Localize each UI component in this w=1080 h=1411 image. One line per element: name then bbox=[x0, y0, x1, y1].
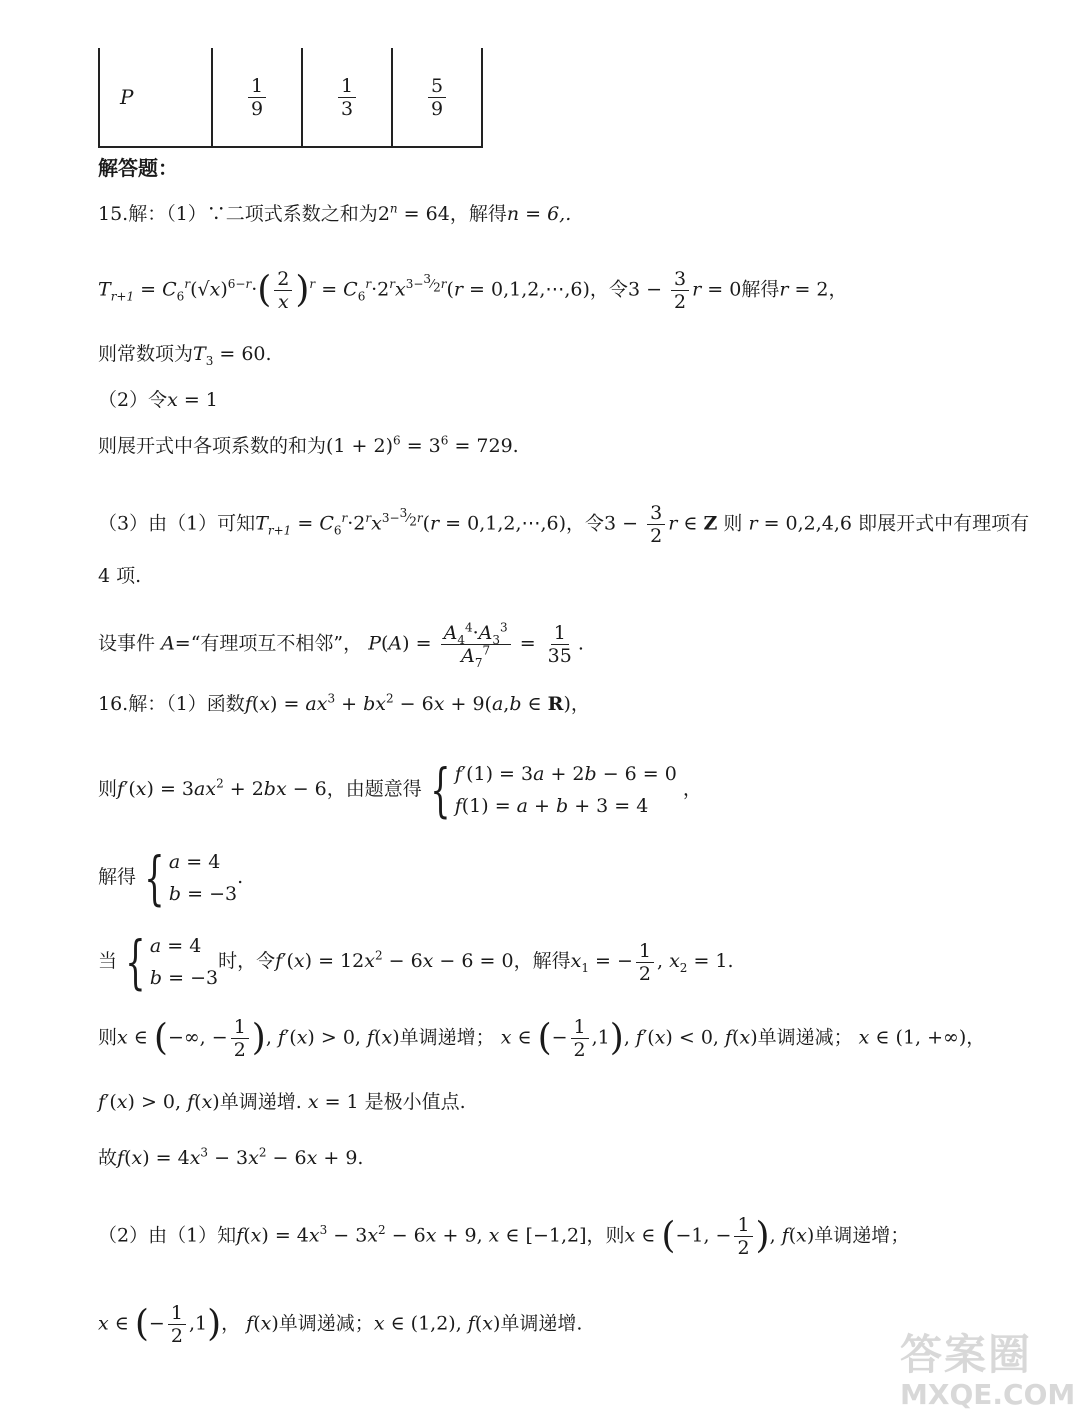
q16-line-9: x ∈ (− $\frac{1}{2}$ ,1)， f(x)单调递减；x ∈ (1,2), f(x)单调递增. bbox=[98, 1302, 583, 1347]
q15-line-5: 则展开式中各项系数的和为$(1 + 2)^6 = 3^6 = 729$. bbox=[98, 433, 519, 457]
q16-line-5: 则x ∈ (−∞, − $\frac{1}{2}$ ), f′(x) > 0, f(x)单调递增； x ∈ (− $\frac{1}{2}$ ,1), f′(x) < 0, f(x)单调递减； x ∈ (1, +∞)， bbox=[98, 1016, 986, 1061]
q16-line-3: 解得 { a = 4 b = −3 . bbox=[98, 844, 244, 912]
q16-line-1: 16.解：（1）函数$f(x) = ax^3 + bx^2 - 6x + 9(a,b$ ∈ R)， bbox=[98, 691, 590, 715]
q16-line-8: （2）由（1）知$f(x) = 4x^3 - 3x^2 - 6x + 9$, x ∈ [−1,2]，则x ∈ (−1, − $\frac{1}{2}$ ), f(x)单调递增； bbox=[98, 1214, 910, 1259]
q15-line-4: （2）令x = 1 bbox=[98, 389, 218, 411]
q16-line-4: 当 { a = 4 b = −3 时，令$f'(x) = 12x^2 - 6x - 6 = 0$，解得$x_1$ = − $\frac{1}{2}$ , $x_2 = 1$. bbox=[98, 928, 734, 996]
section-heading: 解答题： bbox=[98, 156, 178, 180]
q15-line-1: 15.解：（1）∵二项式系数之和为$2^n = 64$，解得n = 6,. bbox=[98, 201, 572, 225]
watermark-logo: 答案圈 MXQE.COM bbox=[900, 1330, 1076, 1411]
q16-line-2: 则$f'(x) = 3ax^2 + 2bx - 6$，由题意得 { f′(1) = 3a + 2b − 6 = 0 f(1) = a + b + 3 = 4 ， bbox=[98, 756, 702, 824]
q15-line-7: 4 项. bbox=[98, 565, 142, 587]
table-cell: $\frac{5}{9}$ bbox=[392, 48, 482, 147]
q16-line-6: f′(x) > 0, f(x)单调递增. x = 1 是极小值点. bbox=[98, 1091, 466, 1113]
q15-line-3: 则常数项为$T_3 = 60$. bbox=[98, 343, 272, 368]
probability-table bbox=[98, 48, 483, 148]
q15-line-8: 设事件 A=“有理项互不相邻”， P(A) = $\frac{A_4^4\cdot A_3^3}{A_7^7}$ = $\frac{1}{35}$ . bbox=[98, 620, 584, 670]
q15-line-2: $T_{r+1} = C_6^r(√x)^{6-r}\cdot$( $\frac{2}{x}$ )$^r = C_6^r\cdot 2^rx^{3-^3⁄_2r}(r$ = 0,1,2,⋯,6)，令3 − $\frac{3}{2}$ r = 0解得r = 2， bbox=[98, 268, 848, 313]
table-label: P bbox=[99, 48, 212, 147]
table-cell: $\frac{1}{3}$ bbox=[302, 48, 392, 147]
table-cell: $\frac{1}{9}$ bbox=[212, 48, 302, 147]
q15-line-6: （3）由（1）可知$T_{r+1} = C_6^r\cdot 2^rx^{3-^3⁄_2r}(r$ = 0,1,2,⋯,6)，令3 − $\frac{3}{2}$ r ∈ Z 则 r = 0,2,4,6 即展开式中有理项有 bbox=[98, 502, 1030, 547]
q16-line-7: 故$f(x) = 4x^3 - 3x^2 - 6x + 9$. bbox=[98, 1145, 364, 1169]
